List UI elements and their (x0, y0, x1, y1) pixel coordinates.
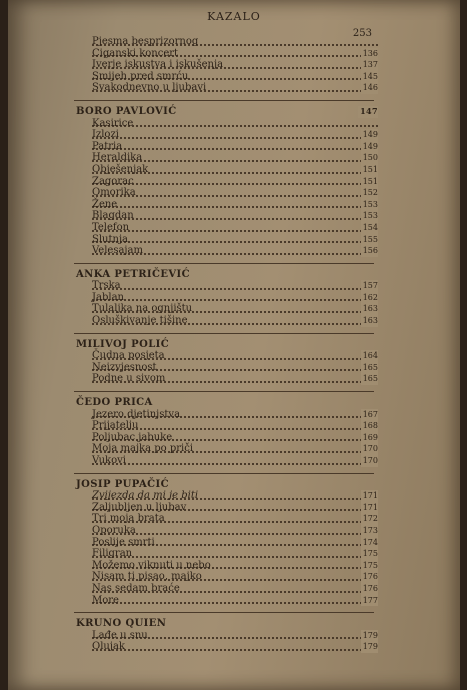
toc-section (78, 479, 378, 607)
toc-entry (92, 59, 378, 71)
entry-page-number: 169 (362, 432, 378, 442)
entry-title: Svakodnevno u ljubavi (92, 82, 207, 94)
toc-entry (92, 641, 378, 653)
book-page (8, 0, 460, 690)
entry-title: Iverje iskustva i iskušenja (92, 59, 224, 71)
entry-page-number: 152 (362, 188, 378, 198)
toc-entry (92, 490, 378, 502)
entry-title: Lađe u snu (92, 629, 148, 641)
author-name: MILIVOJ POLIĆ (76, 338, 170, 350)
toc-entry (92, 595, 378, 607)
author-heading (76, 269, 378, 281)
author-heading (76, 479, 378, 491)
entry-page-number: 173 (362, 525, 378, 535)
toc-entry (92, 141, 378, 153)
toc-entry (92, 525, 378, 537)
entry-title: Slutnja (92, 233, 129, 245)
entry-title: Blagdan (92, 210, 134, 222)
section-divider (74, 473, 374, 474)
toc-entry (92, 129, 378, 141)
toc-section (78, 106, 378, 257)
entry-title: Oporuka (92, 524, 136, 536)
leader-dots (92, 556, 378, 558)
toc-entry (92, 409, 378, 421)
toc-entry (92, 71, 378, 83)
entry-page-number: 154 (362, 222, 378, 232)
section-divider (74, 612, 374, 613)
toc-entry (92, 560, 378, 572)
entry-title: Zagorac (92, 175, 134, 187)
author-heading (76, 106, 378, 118)
entry-title: Jezero djetinjstva (92, 408, 181, 420)
entry-title: Heraldika (92, 152, 143, 164)
entry-page-number: 151 (362, 164, 378, 174)
toc-entry (92, 303, 378, 315)
entry-title: Možemo viknuti u nebo (92, 559, 211, 571)
toc-entry (92, 48, 378, 60)
toc-entry (92, 164, 378, 176)
leader-dots (92, 206, 378, 208)
entry-page-number: 149 (362, 130, 378, 140)
entry-title: Neizvjesnost (92, 361, 157, 373)
author-heading (76, 339, 378, 351)
author-name: ANKA PETRIČEVIĆ (76, 268, 190, 280)
toc-entry (92, 443, 378, 455)
entry-title: Obješenjak (92, 163, 149, 175)
toc-entry (92, 548, 378, 560)
entry-page-number: 164 (362, 351, 378, 361)
entry-title: Nas sedam braće (92, 582, 180, 594)
entry-page-number: 157 (362, 281, 378, 291)
entry-title: Velesajam (92, 245, 143, 257)
toc-entry (92, 420, 378, 432)
toc-entry (92, 82, 378, 94)
entry-title: Čudna posjeta (92, 350, 165, 362)
entry-title: Podne u sivom (92, 373, 166, 385)
toc-entry (92, 36, 378, 48)
toc-section (78, 618, 378, 653)
entry-page-number: 170 (362, 456, 378, 465)
entry-page-number: 172 (362, 514, 378, 524)
entry-title: Patria (92, 140, 123, 152)
page-number: 253 (352, 28, 372, 39)
entry-page-number: 155 (362, 234, 378, 244)
toc-entry (92, 118, 378, 130)
entry-page-number: 175 (362, 549, 378, 559)
author-heading (76, 397, 378, 409)
entry-page-number: 170 (362, 444, 378, 454)
toc-entry (92, 455, 378, 467)
section-divider (74, 263, 374, 264)
entry-page-number: 175 (362, 560, 378, 570)
toc-section (78, 397, 378, 467)
toc-section (78, 339, 378, 385)
toc-entry (92, 234, 378, 246)
entry-title: Ciganski koncert (92, 47, 179, 59)
entry-page-number: 137 (362, 60, 378, 70)
toc-entry (92, 245, 378, 257)
entry-title: More (92, 594, 119, 606)
table-of-contents (78, 36, 378, 659)
leader-dots (92, 288, 378, 290)
toc-entry (92, 199, 378, 211)
leader-dots (92, 602, 378, 604)
toc-entry (92, 571, 378, 583)
entry-page-number: 165 (362, 362, 378, 372)
toc-entry (92, 373, 378, 385)
toc-section (78, 36, 378, 94)
entry-page-number: 171 (362, 502, 378, 512)
entry-title: Kasirice (92, 117, 134, 129)
leader-dots (92, 218, 378, 220)
author-name: BORO PAVLOVIĆ (76, 105, 177, 117)
entry-title: Izlozi (92, 129, 119, 141)
entry-page-number: 162 (362, 292, 378, 302)
entry-title: Nisam ti pisao, majko (92, 571, 202, 583)
entry-page-number: 153 (362, 199, 378, 209)
entry-page-number: 151 (362, 176, 378, 186)
entry-page-number: 153 (362, 211, 378, 221)
toc-entry (92, 292, 378, 304)
entry-title: Telefon (92, 221, 130, 233)
entry-title: Poljubac jabuke (92, 431, 173, 443)
toc-entry (92, 280, 378, 292)
toc-entry (92, 176, 378, 188)
entry-page-number: 150 (362, 153, 378, 163)
entry-title: Zvijezda da mi je biti (92, 490, 199, 502)
author-name: ČEDO PRICA (76, 397, 153, 409)
entry-page-number: 165 (362, 374, 378, 384)
entry-title: Osluškivanje tišine (92, 315, 188, 327)
entry-page-number: 177 (362, 595, 378, 605)
entry-title: Pjesma besprizornog (92, 36, 199, 47)
entry-title: Tulaljka na ognjištu (92, 303, 193, 315)
entry-page-number: 149 (362, 141, 378, 151)
entry-title: Vukovi (92, 455, 126, 466)
toc-entry (92, 502, 378, 514)
leader-dots (92, 137, 378, 139)
entry-title: Zaljubljen u ljubav (92, 501, 187, 513)
toc-entry (92, 210, 378, 222)
entry-title: Poslije smrti (92, 536, 155, 548)
entry-page-number: 176 (362, 583, 378, 593)
entry-title: Trska (92, 280, 121, 292)
entry-page-number: 171 (362, 491, 378, 501)
entry-title: Smijeh pred smrću (92, 70, 189, 82)
toc-entry (92, 513, 378, 525)
toc-entry (92, 152, 378, 164)
entry-title: Prijatelju (92, 420, 139, 432)
leader-dots (92, 230, 378, 232)
toc-entry (92, 537, 378, 549)
entry-title: Moja majka po priči (92, 443, 194, 455)
entry-page-number: 163 (362, 316, 378, 326)
entry-title: Filigran (92, 548, 133, 560)
toc-entry (92, 350, 378, 362)
leader-dots (92, 299, 378, 301)
entry-page-number: 136 (362, 48, 378, 58)
section-divider (74, 100, 374, 101)
entry-page-number: 179 (362, 630, 378, 640)
toc-entry (92, 187, 378, 199)
toc-entry (92, 315, 378, 327)
entry-title: Olujak (92, 641, 125, 653)
toc-entry (92, 222, 378, 234)
entry-page-number: 176 (362, 572, 378, 582)
entry-page-number: 167 (362, 409, 378, 419)
section-divider (74, 391, 374, 392)
entry-page-number: 156 (362, 246, 378, 256)
leader-dots (92, 148, 378, 150)
entry-page-number: 179 (362, 642, 378, 652)
entry-page-number: 168 (362, 421, 378, 431)
section-divider (74, 333, 374, 334)
toc-entry (92, 583, 378, 595)
entry-page-number: 146 (362, 83, 378, 93)
author-name: KRUNO QUIEN (76, 618, 167, 630)
author-name: JOSIP PUPAČIĆ (76, 478, 169, 490)
leader-dots (92, 241, 378, 243)
toc-entry (92, 630, 378, 642)
entry-title: Omorika (92, 187, 136, 199)
toc-section (78, 269, 378, 327)
page-header: KAZALO (207, 10, 261, 23)
entry-title: Jablan (92, 291, 124, 303)
leader-dots (92, 125, 378, 127)
toc-entry (92, 362, 378, 374)
entry-title: Tri moja brata (92, 513, 165, 525)
entry-page-number: 145 (362, 71, 378, 81)
toc-entry (92, 432, 378, 444)
entry-page-number: 163 (362, 304, 378, 314)
leader-dots (92, 183, 378, 185)
entry-page-number: 174 (362, 537, 378, 547)
entry-title: Žene (92, 198, 118, 210)
author-heading (76, 618, 378, 630)
leader-dots (92, 463, 378, 465)
leader-dots (92, 649, 378, 651)
author-page-number: 147 (360, 105, 378, 116)
